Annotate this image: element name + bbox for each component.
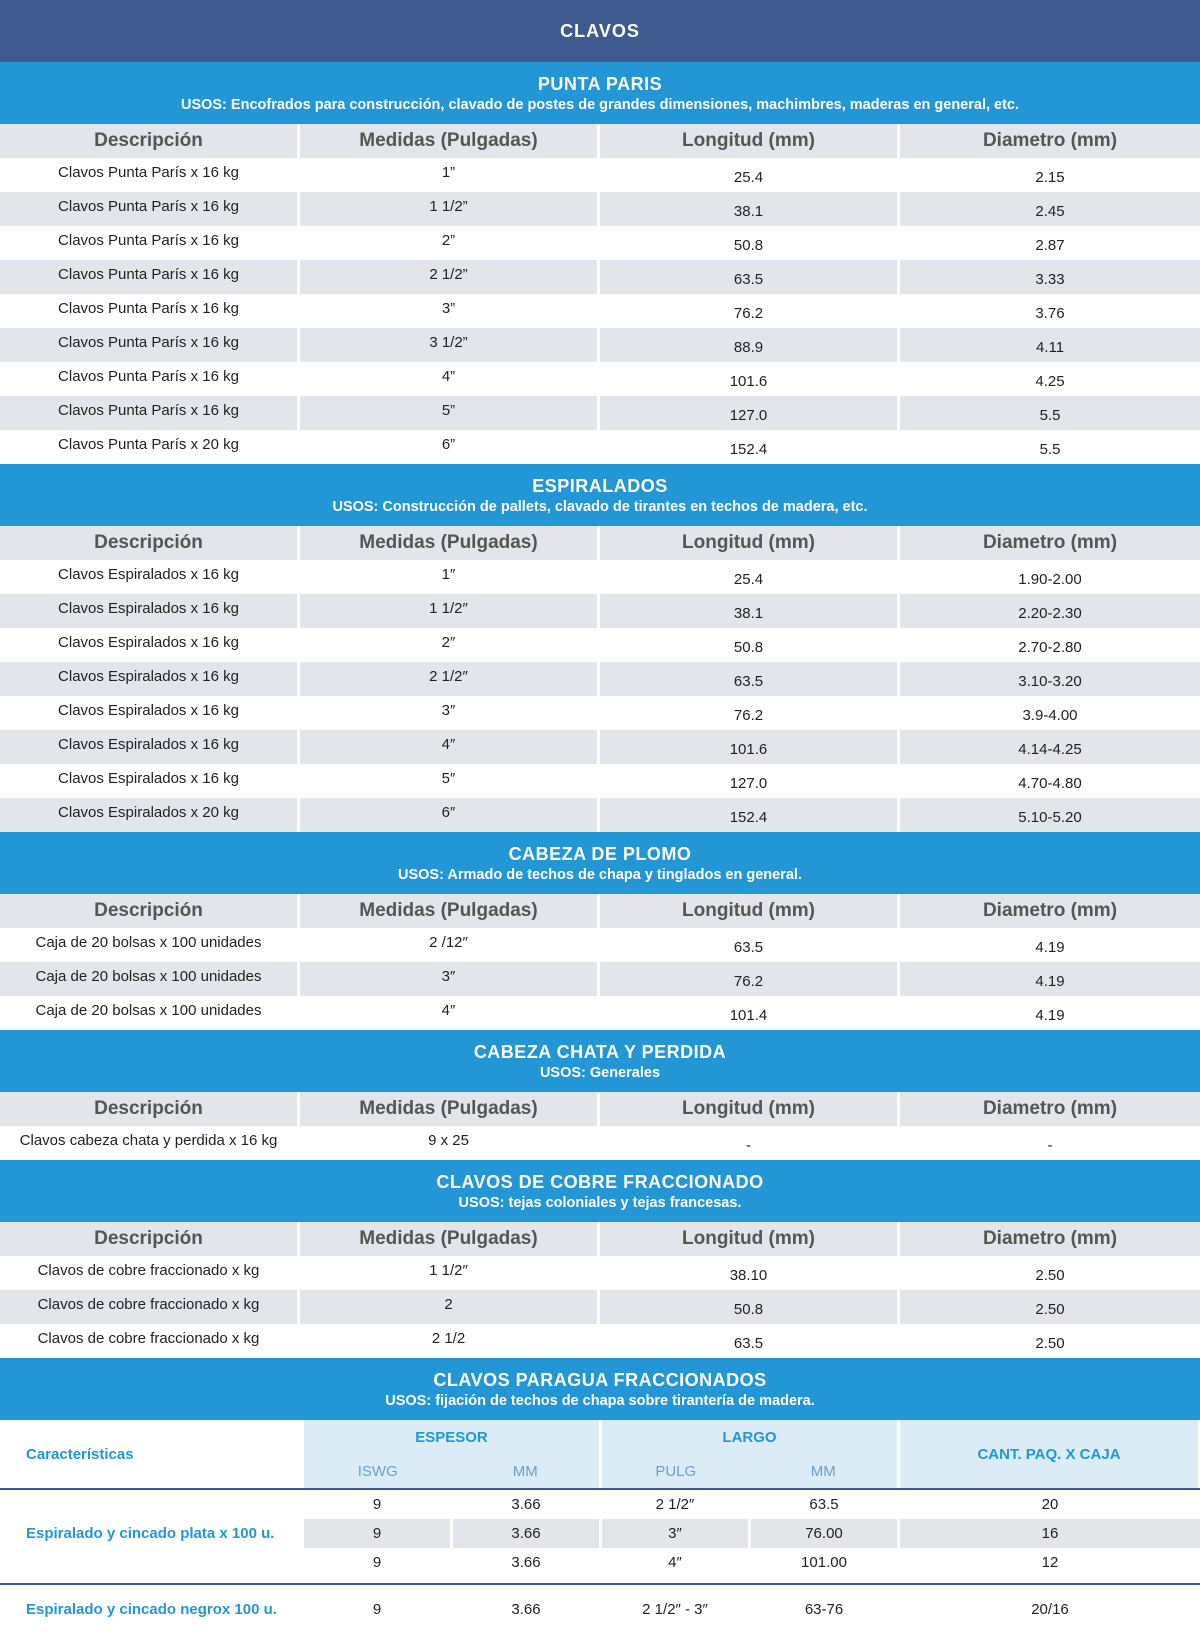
column-header: Diametro (mm): [982, 900, 1118, 921]
section-header: [0, 832, 1200, 894]
header-characteristics: Características: [0, 1420, 304, 1488]
table-cell: 76.2: [600, 696, 900, 730]
table-cell: 2.20-2.30: [1018, 605, 1082, 622]
table-cell: 152.4: [600, 430, 900, 464]
column-header: Medidas (Pulgadas): [300, 1092, 600, 1126]
section-header: [0, 1160, 1200, 1222]
table-cell: 4.11: [1035, 339, 1065, 356]
column-header: Descripción: [0, 124, 300, 158]
section: [0, 464, 1200, 832]
table-header-row: [0, 124, 1200, 158]
table-cell: 50.8: [600, 226, 900, 260]
table-header-row: [0, 894, 1200, 928]
column-header: Longitud (mm): [600, 124, 900, 158]
table-row: [0, 192, 1200, 226]
table-cell: 4″: [300, 996, 600, 1030]
table-cell: 5.5: [1039, 407, 1061, 424]
table-cell: Clavos Espiralados x 16 kg: [0, 696, 300, 730]
section-uses: USOS: Encofrados para construcción, clavado de postes de grandes dimensiones, machimbres, maderas en general, etc.: [180, 96, 1020, 113]
paragua-section: [0, 1358, 1200, 1633]
table-cell: 3 1/2”: [300, 328, 600, 362]
table-cell: 2.50: [1035, 1301, 1065, 1318]
table-cell: 4.70-4.80: [1018, 775, 1082, 792]
section-title: ESPIRALADOS: [532, 475, 668, 496]
sections-container: [0, 62, 1200, 1358]
column-header: Diametro (mm): [982, 532, 1118, 553]
table-cell: 6″: [300, 798, 600, 832]
table-row: [0, 798, 1200, 832]
table-cell: 38.1: [600, 192, 900, 226]
table-cell: Caja de 20 bolsas x 100 unidades: [0, 928, 300, 962]
table-cell: 50.8: [600, 1290, 900, 1324]
table-row: [304, 1548, 1200, 1577]
table-cell: 2.15: [1035, 169, 1065, 186]
column-header: Medidas (Pulgadas): [300, 894, 600, 928]
section-title: CABEZA CHATA Y PERDIDA: [473, 1041, 727, 1062]
table-row: [0, 260, 1200, 294]
group-rows: [304, 1490, 1200, 1577]
table-cell: 2.50: [1035, 1267, 1065, 1284]
table-cell: Clavos Espiralados x 16 kg: [0, 560, 300, 594]
section: [0, 832, 1200, 1030]
table-cell: 101.6: [600, 362, 900, 396]
table-cell: 3.66: [453, 1519, 602, 1548]
table-cell: 2.50: [1035, 1335, 1065, 1352]
column-header: Medidas (Pulgadas): [300, 526, 600, 560]
section-uses: USOS: fijación de techos de chapa sobre tirantería de madera.: [385, 1392, 815, 1409]
table-cell: 1 1/2″: [300, 594, 600, 628]
table-cell: 4″: [602, 1548, 751, 1577]
header-pulg: PULG: [655, 1462, 697, 1480]
table-cell: 3.9-4.00: [1022, 707, 1078, 724]
column-header: Diametro (mm): [982, 1228, 1118, 1249]
table-cell: 5.10-5.20: [1018, 809, 1082, 826]
table-cell: 88.9: [600, 328, 900, 362]
table-cell: 20/16: [1031, 1600, 1069, 1618]
table-cell: 127.0: [600, 764, 900, 798]
column-header: Longitud (mm): [600, 1222, 900, 1256]
header-mm: MM: [810, 1462, 836, 1480]
table-cell: 2: [300, 1290, 600, 1324]
table-cell: Clavos Punta París x 16 kg: [0, 192, 300, 226]
table-cell: 2”: [300, 226, 600, 260]
header-espesor: ESPESOR: [415, 1428, 488, 1446]
table-cell: 2.87: [1035, 237, 1065, 254]
table-cell: Clavos Punta París x 16 kg: [0, 328, 300, 362]
table-cell: 38.10: [600, 1256, 900, 1290]
table-cell: 63.5: [600, 662, 900, 696]
table-cell: 4″: [300, 730, 600, 764]
table-cell: 4.19: [1035, 939, 1065, 956]
table-cell: 3.10-3.20: [1018, 673, 1082, 690]
table-cell: 5”: [300, 396, 600, 430]
table-cell: 2.45: [1035, 203, 1065, 220]
table-cell: Clavos Espiralados x 16 kg: [0, 662, 300, 696]
table-cell: -: [600, 1126, 900, 1160]
column-header: Diametro (mm): [982, 130, 1118, 151]
table-row: [0, 1324, 1200, 1358]
section-uses: USOS: tejas coloniales y tejas francesas.: [458, 1194, 742, 1211]
column-header: Descripción: [0, 1222, 300, 1256]
section-uses: USOS: Armado de techos de chapa y tinglados en general.: [398, 866, 802, 883]
table-cell: 1 1/2”: [300, 192, 600, 226]
section-uses: USOS: Construcción de pallets, clavado de tirantes en techos de madera, etc.: [332, 498, 868, 515]
table-cell: 5.5: [1039, 441, 1061, 458]
table-row: [0, 764, 1200, 798]
table-cell: 127.0: [600, 396, 900, 430]
table-row: [0, 396, 1200, 430]
table-row: [0, 662, 1200, 696]
table-row: [0, 996, 1200, 1030]
section-header: [0, 1030, 1200, 1092]
table-cell: 63.5: [600, 1324, 900, 1358]
table-row: [0, 560, 1200, 594]
table-cell: Clavos Punta París x 20 kg: [0, 430, 300, 464]
section-title: CLAVOS PARAGUA FRACCIONADOS: [433, 1369, 767, 1390]
table-header-row: [0, 1222, 1200, 1256]
table-cell: 3.33: [1035, 271, 1065, 288]
column-header: Longitud (mm): [600, 1092, 900, 1126]
table-cell: 2″: [300, 628, 600, 662]
table-row: [0, 328, 1200, 362]
column-header: Descripción: [0, 526, 300, 560]
table-row: [0, 1126, 1200, 1160]
table-cell: 63.5: [751, 1490, 900, 1519]
table-cell: 38.1: [600, 594, 900, 628]
table-cell: 5″: [300, 764, 600, 798]
table-cell: 2 /12″: [300, 928, 600, 962]
group-label: Espiralado y cincado plata x 100 u.: [26, 1525, 275, 1542]
table-header-row: [0, 526, 1200, 560]
table-cell: 3″: [300, 696, 600, 730]
header-largo: LARGO: [722, 1428, 777, 1446]
section-header: [0, 464, 1200, 526]
table-cell: 4.19: [1035, 973, 1065, 990]
table-cell: 2 1/2: [300, 1324, 600, 1358]
section: [0, 62, 1200, 464]
header-cant-paq: CANT. PAQ. X CAJA: [900, 1420, 1198, 1488]
table-cell: 2.70-2.80: [1018, 639, 1082, 656]
page-title: CLAVOS: [0, 0, 1200, 62]
table-cell: Clavos Punta París x 16 kg: [0, 226, 300, 260]
column-header: Medidas (Pulgadas): [300, 1222, 600, 1256]
table-cell: 1”: [300, 158, 600, 192]
paragua-table-header: [0, 1420, 1200, 1488]
table-cell: 2 1/2”: [300, 260, 600, 294]
paragua-group-negro: [0, 1585, 1200, 1633]
table-row: [304, 1490, 1200, 1519]
table-cell: 3.66: [453, 1585, 602, 1633]
header-largo-group: [602, 1420, 900, 1488]
table-cell: 152.4: [600, 798, 900, 832]
table-cell: 76.2: [600, 962, 900, 996]
table-row: [0, 1290, 1200, 1324]
table-cell: Clavos Espiralados x 16 kg: [0, 764, 300, 798]
table-cell: 63.5: [600, 260, 900, 294]
column-header: Descripción: [0, 894, 300, 928]
table-row: [0, 294, 1200, 328]
table-cell: Clavos Punta París x 16 kg: [0, 158, 300, 192]
table-cell: 9: [304, 1490, 453, 1519]
table-row: [0, 928, 1200, 962]
table-cell: 2 1/2″: [602, 1490, 751, 1519]
column-header: Descripción: [0, 1092, 300, 1126]
table-cell: 3.66: [453, 1548, 602, 1577]
table-cell: Clavos de cobre fraccionado x kg: [0, 1290, 300, 1324]
table-cell: 3″: [602, 1519, 751, 1548]
table-cell: 9 x 25: [300, 1126, 600, 1160]
table-cell: 4.14-4.25: [1018, 741, 1082, 758]
table-cell: 9: [304, 1548, 453, 1577]
table-header-row: [0, 1092, 1200, 1126]
table-cell: 101.6: [600, 730, 900, 764]
table-cell: Caja de 20 bolsas x 100 unidades: [0, 962, 300, 996]
table-row: [0, 962, 1200, 996]
section: [0, 1160, 1200, 1358]
table-row: [304, 1585, 1200, 1633]
table-row: [0, 594, 1200, 628]
table-cell: 50.8: [600, 628, 900, 662]
table-cell: 16: [1041, 1525, 1059, 1542]
table-cell: 4.19: [1035, 1007, 1065, 1024]
table-cell: 101.4: [600, 996, 900, 1030]
table-row: [0, 362, 1200, 396]
column-header: Longitud (mm): [600, 526, 900, 560]
section-header: [0, 1358, 1200, 1420]
table-cell: Clavos Punta París x 16 kg: [0, 396, 300, 430]
table-cell: 3″: [300, 962, 600, 996]
table-cell: Clavos Punta París x 16 kg: [0, 362, 300, 396]
table-row: [0, 1256, 1200, 1290]
table-cell: 3.66: [453, 1490, 602, 1519]
table-cell: 2 1/2″ - 3″: [602, 1585, 751, 1633]
table-cell: Clavos cabeza chata y perdida x 16 kg: [0, 1126, 300, 1160]
section-title: PUNTA PARIS: [537, 73, 663, 94]
table-row: [0, 696, 1200, 730]
table-cell: 63.5: [600, 928, 900, 962]
table-cell: 3”: [300, 294, 600, 328]
table-cell: 2 1/2″: [300, 662, 600, 696]
table-cell: 4”: [300, 362, 600, 396]
table-cell: Clavos Espiralados x 20 kg: [0, 798, 300, 832]
table-cell: 20: [1041, 1496, 1059, 1513]
header-mm: MM: [512, 1462, 538, 1480]
table-row: [0, 730, 1200, 764]
table-cell: 1.90-2.00: [1018, 571, 1082, 588]
table-cell: 3.76: [1035, 305, 1065, 322]
table-cell: -: [1047, 1137, 1053, 1154]
header-iswg: ISWG: [357, 1462, 398, 1480]
table-row: [0, 628, 1200, 662]
table-cell: Clavos de cobre fraccionado x kg: [0, 1324, 300, 1358]
table-cell: 1″: [300, 560, 600, 594]
section-title: CLAVOS DE COBRE FRACCIONADO: [436, 1171, 764, 1192]
table-cell: 9: [304, 1519, 453, 1548]
paragua-group-plata: [0, 1490, 1200, 1577]
table-cell: 76.00: [751, 1519, 900, 1548]
column-header: Longitud (mm): [600, 894, 900, 928]
table-cell: 9: [304, 1585, 453, 1633]
section-header: [0, 62, 1200, 124]
header-espesor-group: [304, 1420, 602, 1488]
table-cell: 12: [1041, 1554, 1059, 1571]
table-row: [0, 158, 1200, 192]
table-cell: Clavos Punta París x 16 kg: [0, 294, 300, 328]
column-header: Medidas (Pulgadas): [300, 124, 600, 158]
table-cell: Clavos Espiralados x 16 kg: [0, 730, 300, 764]
table-cell: Caja de 20 bolsas x 100 unidades: [0, 996, 300, 1030]
table-row: [304, 1519, 1200, 1548]
table-cell: 25.4: [600, 560, 900, 594]
column-header: Diametro (mm): [982, 1098, 1118, 1119]
table-cell: 1 1/2″: [300, 1256, 600, 1290]
section-title: CABEZA DE PLOMO: [508, 843, 692, 864]
table-cell: 6”: [300, 430, 600, 464]
group-label: Espiralado y cincado negrox 100 u.: [26, 1600, 277, 1618]
table-cell: Clavos Espiralados x 16 kg: [0, 628, 300, 662]
table-cell: 76.2: [600, 294, 900, 328]
table-cell: 25.4: [600, 158, 900, 192]
table-row: [0, 430, 1200, 464]
table-cell: Clavos Punta París x 16 kg: [0, 260, 300, 294]
table-cell: Clavos Espiralados x 16 kg: [0, 594, 300, 628]
table-row: [0, 226, 1200, 260]
table-cell: 4.25: [1035, 373, 1065, 390]
table-cell: Clavos de cobre fraccionado x kg: [0, 1256, 300, 1290]
table-cell: 101.00: [751, 1548, 900, 1577]
group-rows: [304, 1585, 1200, 1633]
section: [0, 1030, 1200, 1160]
table-cell: 63-76: [751, 1585, 900, 1633]
section-uses: USOS: Generales: [539, 1064, 661, 1081]
